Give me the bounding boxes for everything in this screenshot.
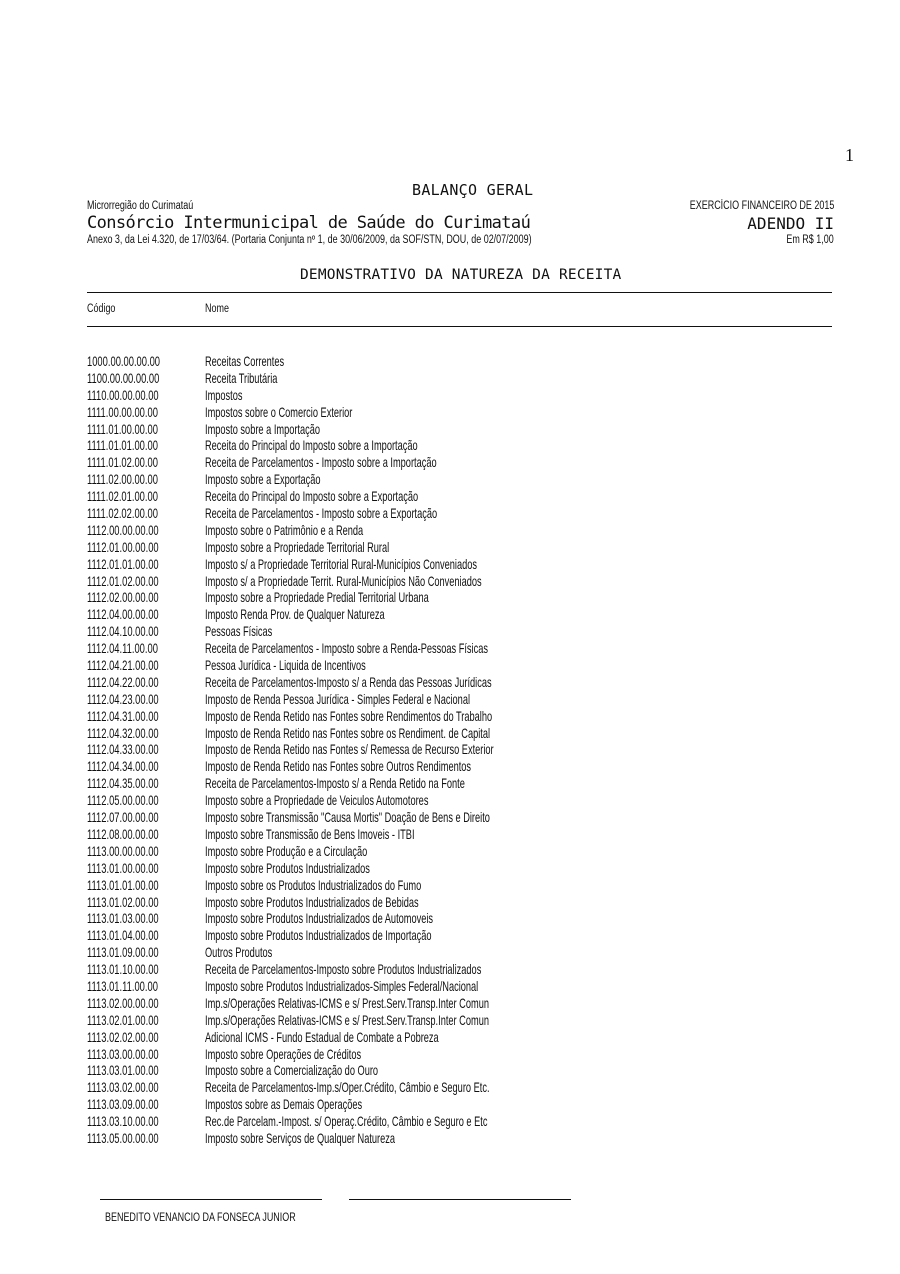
row-name: Impostos sobre o Comercio Exterior bbox=[205, 403, 353, 420]
row-name: Imposto sobre Produtos Industrializados de Automoveis bbox=[205, 910, 434, 927]
row-name: Imposto sobre a Propriedade Territorial Rural bbox=[205, 538, 390, 555]
table-row bbox=[87, 1113, 847, 1130]
table-row bbox=[87, 708, 847, 725]
row-name: Imposto sobre Operações de Créditos bbox=[205, 1045, 362, 1062]
row-name: Receita de Parcelamentos-Imposto s/ a Renda Retido na Fonte bbox=[205, 775, 465, 792]
row-name: Receita de Parcelamentos - Imposto sobre a Exportação bbox=[205, 505, 438, 522]
row-name: Imposto sobre Produtos Industrializados de Bebidas bbox=[205, 893, 419, 910]
row-code: 1113.00.00.00.00 bbox=[87, 842, 159, 859]
table-row bbox=[87, 437, 847, 454]
row-code: 1113.01.04.00.00 bbox=[87, 927, 159, 944]
row-code: 1112.07.00.00.00 bbox=[87, 809, 159, 826]
row-name: Imposto Renda Prov. de Qualquer Natureza bbox=[205, 606, 385, 623]
row-code: 1111.02.02.00.00 bbox=[87, 505, 158, 522]
row-code: 1112.04.22.00.00 bbox=[87, 673, 159, 690]
table-row bbox=[87, 1079, 847, 1096]
row-name: Outros Produtos bbox=[205, 944, 273, 961]
row-code: 1111.01.01.00.00 bbox=[87, 437, 158, 454]
fiscal-year-label: EXERCÍCIO FINANCEIRO DE 2015 bbox=[689, 200, 834, 212]
row-name: Imposto sobre Produtos Industrializados de Importação bbox=[205, 927, 432, 944]
report-subtitle: DEMONSTRATIVO DA NATUREZA DA RECEITA bbox=[300, 267, 622, 283]
table-row bbox=[87, 758, 847, 775]
row-code: 1113.03.01.00.00 bbox=[87, 1062, 159, 1079]
row-code: 1110.00.00.00.00 bbox=[87, 386, 159, 403]
table-row bbox=[87, 792, 847, 809]
row-name: Receita de Parcelamentos - Imposto sobre a Importação bbox=[205, 454, 437, 471]
row-code: 1113.05.00.00.00 bbox=[87, 1129, 159, 1146]
row-name: Imposto sobre Produção e a Circulação bbox=[205, 842, 368, 859]
table-row bbox=[87, 353, 847, 370]
table-row bbox=[87, 623, 847, 640]
table-row bbox=[87, 691, 847, 708]
table-row bbox=[87, 894, 847, 911]
row-name: Imposto sobre Transmissão "Causa Mortis" Doação de Bens e Direito bbox=[205, 809, 490, 826]
row-name: Imposto de Renda Retido nas Fontes sobre Outros Rendimentos bbox=[205, 758, 472, 775]
table-row bbox=[87, 454, 847, 471]
table-row bbox=[87, 573, 847, 590]
table-row bbox=[87, 944, 847, 961]
row-code: 1113.03.09.00.00 bbox=[87, 1096, 159, 1113]
table-row bbox=[87, 657, 847, 674]
row-code: 1112.04.35.00.00 bbox=[87, 775, 159, 792]
row-code: 1113.01.10.00.00 bbox=[87, 961, 159, 978]
row-code: 1112.04.00.00.00 bbox=[87, 606, 159, 623]
row-name: Imposto sobre a Importação bbox=[205, 420, 321, 437]
table-row bbox=[87, 488, 847, 505]
table-row bbox=[87, 809, 847, 826]
row-name: Imposto de Renda Retido nas Fontes sobre Rendimentos do Trabalho bbox=[205, 707, 493, 724]
table-row bbox=[87, 1096, 847, 1113]
addendum-label: ADENDO II bbox=[747, 214, 834, 233]
row-code: 1112.04.31.00.00 bbox=[87, 707, 159, 724]
table-row bbox=[87, 741, 847, 758]
row-code: 1113.01.03.00.00 bbox=[87, 910, 159, 927]
row-code: 1112.01.01.00.00 bbox=[87, 555, 159, 572]
row-name: Receita de Parcelamentos-Imp.s/Oper.Crédito, Câmbio e Seguro Etc. bbox=[205, 1079, 490, 1096]
table-row bbox=[87, 1062, 847, 1079]
table-row bbox=[87, 421, 847, 438]
row-code: 1113.01.01.00.00 bbox=[87, 876, 159, 893]
table-row bbox=[87, 725, 847, 742]
table-row bbox=[87, 1029, 847, 1046]
row-name: Imposto sobre o Patrimônio e a Renda bbox=[205, 521, 364, 538]
row-name: Receita do Principal do Imposto sobre a Importação bbox=[205, 437, 418, 454]
table-row bbox=[87, 387, 847, 404]
row-name: Imp.s/Operações Relativas-ICMS e s/ Prest.Serv.Transp.Inter Comun bbox=[205, 1011, 489, 1028]
report-title: BALANÇO GERAL bbox=[412, 181, 534, 199]
table-row bbox=[87, 775, 847, 792]
row-code: 1113.01.11.00.00 bbox=[87, 977, 158, 994]
table-row bbox=[87, 961, 847, 978]
table-row bbox=[87, 1046, 847, 1063]
row-name: Receitas Correntes bbox=[205, 353, 285, 369]
signature-line bbox=[100, 1199, 322, 1200]
table-row bbox=[87, 877, 847, 894]
row-name: Imposto sobre Produtos Industrializados-Simples Federal/Nacional bbox=[205, 977, 479, 994]
row-name: Imposto sobre a Exportação bbox=[205, 471, 321, 488]
row-code: 1100.00.00.00.00 bbox=[87, 369, 160, 386]
revenue-table bbox=[87, 353, 847, 1147]
row-name: Imposto sobre Serviços de Qualquer Natureza bbox=[205, 1129, 396, 1146]
row-code: 1112.05.00.00.00 bbox=[87, 792, 159, 809]
row-name: Impostos sobre as Demais Operações bbox=[205, 1096, 363, 1113]
row-name: Imposto sobre a Propriedade de Veiculos Automotores bbox=[205, 792, 429, 809]
row-code: 1112.04.23.00.00 bbox=[87, 690, 159, 707]
row-name: Imposto de Renda Pessoa Jurídica - Simples Federal e Nacional bbox=[205, 690, 471, 707]
row-code: 1113.03.10.00.00 bbox=[87, 1113, 159, 1130]
table-row bbox=[87, 860, 847, 877]
row-code: 1113.02.02.00.00 bbox=[87, 1028, 159, 1045]
signer-name: BENEDITO VENANCIO DA FONSECA JUNIOR bbox=[105, 1212, 296, 1224]
row-code: 1111.01.00.00.00 bbox=[87, 420, 158, 437]
row-name: Receita Tributária bbox=[205, 369, 278, 386]
row-code: 1112.04.32.00.00 bbox=[87, 724, 159, 741]
row-code: 1111.01.02.00.00 bbox=[87, 454, 158, 471]
row-name: Imposto sobre Transmissão de Bens Imoveis - ITBI bbox=[205, 825, 415, 842]
row-name: Receita de Parcelamentos - Imposto sobre a Renda-Pessoas Físicas bbox=[205, 640, 488, 657]
row-code: 1112.04.34.00.00 bbox=[87, 758, 159, 775]
row-code: 1112.00.00.00.00 bbox=[87, 521, 159, 538]
row-name: Adicional ICMS - Fundo Estadual de Combate a Pobreza bbox=[205, 1028, 439, 1045]
row-name: Imp.s/Operações Relativas-ICMS e s/ Prest.Serv.Transp.Inter Comun bbox=[205, 994, 489, 1011]
row-code: 1111.02.00.00.00 bbox=[87, 471, 158, 488]
row-name: Rec.de Parcelam.-Impost. s/ Operaç.Crédito, Câmbio e Seguro e Etc bbox=[205, 1113, 488, 1130]
row-code: 1113.01.09.00.00 bbox=[87, 944, 159, 961]
table-row bbox=[87, 674, 847, 691]
page-number: 1 bbox=[845, 145, 854, 165]
row-name: Receita de Parcelamentos-Imposto s/ a Renda das Pessoas Jurídicas bbox=[205, 673, 492, 690]
table-row bbox=[87, 978, 847, 995]
signature-line bbox=[349, 1199, 571, 1200]
column-header-code: Código bbox=[87, 303, 116, 315]
row-name: Imposto de Renda Retido nas Fontes sobre os Rendiment. de Capital bbox=[205, 724, 491, 741]
row-code: 1113.02.00.00.00 bbox=[87, 994, 159, 1011]
table-row bbox=[87, 539, 847, 556]
row-code: 1113.03.02.00.00 bbox=[87, 1079, 159, 1096]
row-code: 1113.02.01.00.00 bbox=[87, 1011, 159, 1028]
table-row bbox=[87, 370, 847, 387]
row-code: 1112.02.00.00.00 bbox=[87, 589, 159, 606]
row-name: Imposto s/ a Propriedade Territorial Rural-Municípios Conveniados bbox=[205, 555, 478, 572]
table-row bbox=[87, 404, 847, 421]
table-row bbox=[87, 1130, 847, 1147]
row-name: Pessoas Físicas bbox=[205, 623, 273, 640]
row-name: Imposto sobre Produtos Industrializados bbox=[205, 859, 370, 876]
row-code: 1112.04.10.00.00 bbox=[87, 623, 159, 640]
row-name: Pessoa Jurídica - Liquida de Incentivos bbox=[205, 657, 366, 674]
header-top-rule bbox=[87, 292, 832, 293]
row-code: 1112.01.02.00.00 bbox=[87, 572, 159, 589]
region-label: Microrregião do Curimataú bbox=[87, 200, 194, 212]
row-code: 1000.00.00.00.00 bbox=[87, 353, 161, 369]
row-code: 1112.04.11.00.00 bbox=[87, 640, 158, 657]
table-row bbox=[87, 606, 847, 623]
row-code: 1113.01.02.00.00 bbox=[87, 893, 159, 910]
row-code: 1111.02.01.00.00 bbox=[87, 488, 158, 505]
legal-reference: Anexo 3, da Lei 4.320, de 17/03/64. (Portaria Conjunta nº 1, de 30/06/2009, da SOF/STN, DOU, de 02/07/2009) bbox=[87, 234, 532, 246]
table-row bbox=[87, 843, 847, 860]
row-code: 1113.01.00.00.00 bbox=[87, 859, 159, 876]
column-header-name: Nome bbox=[205, 303, 229, 315]
row-name: Imposto sobre a Propriedade Predial Territorial Urbana bbox=[205, 589, 429, 606]
row-name: Receita do Principal do Imposto sobre a Exportação bbox=[205, 488, 419, 505]
table-row bbox=[87, 826, 847, 843]
row-code: 1112.04.21.00.00 bbox=[87, 657, 159, 674]
row-code: 1112.08.00.00.00 bbox=[87, 825, 159, 842]
currency-unit: Em R$ 1,00 bbox=[786, 234, 834, 246]
row-code: 1113.03.00.00.00 bbox=[87, 1045, 159, 1062]
table-row bbox=[87, 927, 847, 944]
row-code: 1111.00.00.00.00 bbox=[87, 403, 158, 420]
row-name: Imposto sobre os Produtos Industrializados do Fumo bbox=[205, 876, 422, 893]
table-row bbox=[87, 910, 847, 927]
table-row bbox=[87, 640, 847, 657]
table-row bbox=[87, 505, 847, 522]
row-name: Imposto s/ a Propriedade Territ. Rural-Municípios Não Conveniados bbox=[205, 572, 482, 589]
table-row bbox=[87, 995, 847, 1012]
table-row bbox=[87, 556, 847, 573]
row-code: 1112.04.33.00.00 bbox=[87, 741, 159, 758]
row-code: 1112.01.00.00.00 bbox=[87, 538, 159, 555]
table-row bbox=[87, 1012, 847, 1029]
table-row bbox=[87, 522, 847, 539]
row-name: Imposto de Renda Retido nas Fontes s/ Remessa de Recurso Exterior bbox=[205, 741, 494, 758]
row-name: Imposto sobre a Comercialização do Ouro bbox=[205, 1062, 379, 1079]
entity-name: Consórcio Intermunicipal de Saúde do Curimataú bbox=[87, 213, 531, 233]
row-name: Receita de Parcelamentos-Imposto sobre Produtos Industrializados bbox=[205, 961, 482, 978]
row-name: Impostos bbox=[205, 386, 243, 403]
table-row bbox=[87, 589, 847, 606]
table-row bbox=[87, 471, 847, 488]
header-bottom-rule bbox=[87, 326, 832, 327]
